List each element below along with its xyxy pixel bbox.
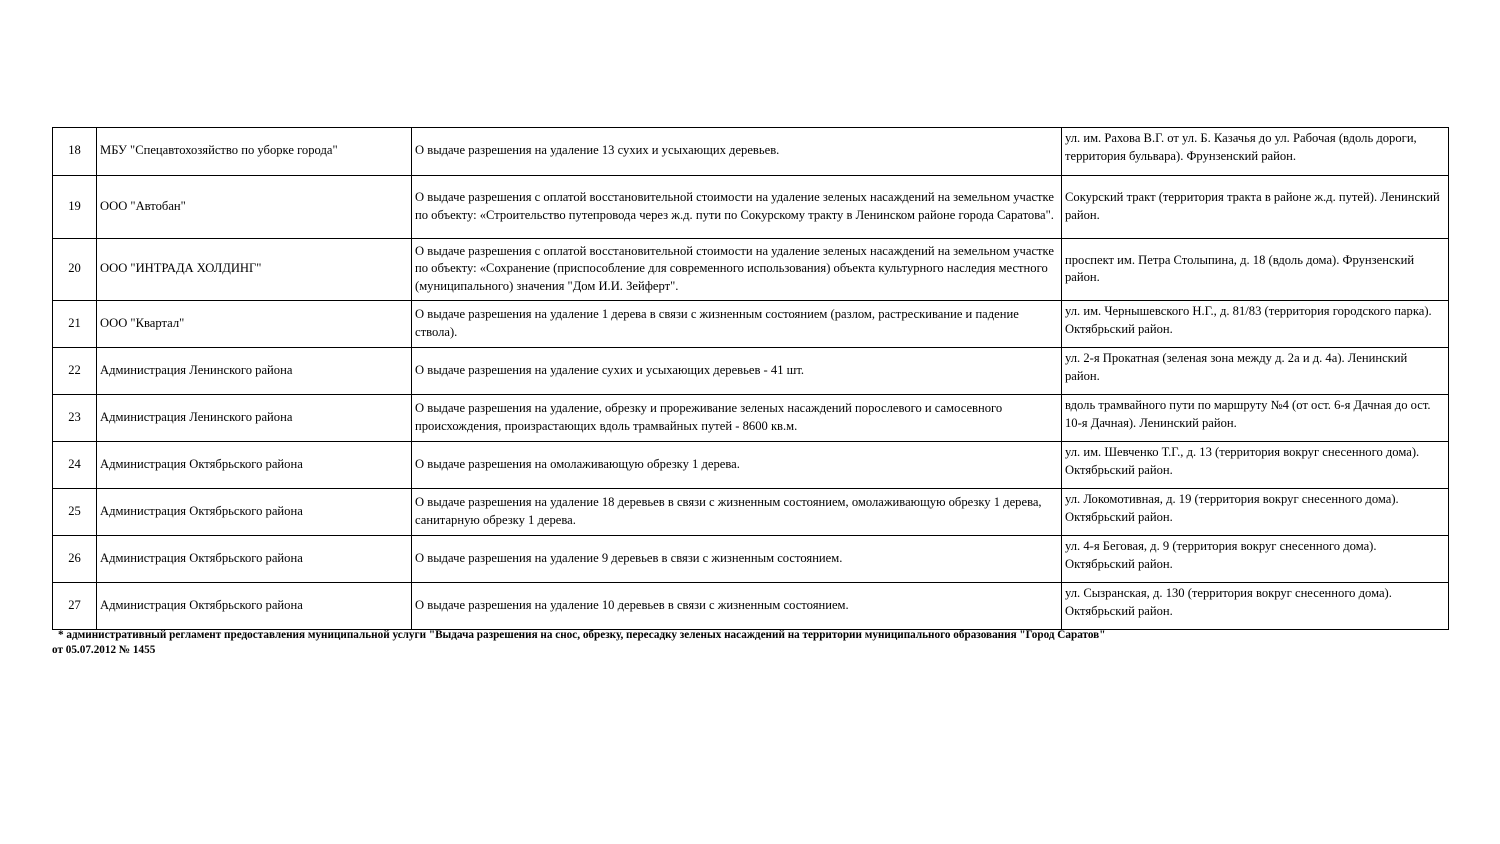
applicant-cell: ООО "Квартал" xyxy=(97,301,412,348)
row-number: 23 xyxy=(53,395,97,442)
row-number: 27 xyxy=(53,583,97,630)
decision-cell: О выдаче разрешения на удаление 1 дерева в связи с жизненным состоянием (разлом, растрескивание и падение ствола). xyxy=(412,301,1062,348)
address-cell: ул. Сызранская, д. 130 (территория вокруг снесенного дома). Октябрьский район. xyxy=(1062,583,1449,630)
applicant-cell: МБУ "Спецавтохозяйство по уборке города" xyxy=(97,128,412,176)
decision-cell: О выдаче разрешения на омолаживающую обрезку 1 дерева. xyxy=(412,442,1062,489)
table-row xyxy=(53,176,1449,239)
table-row xyxy=(53,301,1449,348)
applicant-cell: Администрация Ленинского района xyxy=(97,348,412,395)
row-number: 26 xyxy=(53,536,97,583)
table-row xyxy=(53,128,1449,176)
permits-table xyxy=(52,127,1449,630)
address-cell: ул. Локомотивная, д. 19 (территория вокруг снесенного дома). Октябрьский район. xyxy=(1062,489,1449,536)
address-cell: ул. им. Чернышевского Н.Г., д. 81/83 (территория городского парка). Октябрьский район. xyxy=(1062,301,1449,348)
row-number: 22 xyxy=(53,348,97,395)
address-cell: проспект им. Петра Столыпина, д. 18 (вдоль дома). Фрунзенский район. xyxy=(1062,239,1449,301)
row-number: 25 xyxy=(53,489,97,536)
address-cell: Сокурский тракт (территория тракта в районе ж.д. путей). Ленинский район. xyxy=(1062,176,1449,239)
applicant-cell: Администрация Октябрьского района xyxy=(97,536,412,583)
decision-cell: О выдаче разрешения на удаление 13 сухих и усыхающих деревьев. xyxy=(412,128,1062,176)
footnote xyxy=(52,628,1352,658)
table-row xyxy=(53,489,1449,536)
table-row xyxy=(53,442,1449,489)
footnote-regulation-text: * административный регламент предоставления муниципальной услуги "Выдача разрешения на снос, обрезку, пересадку зеленых насаждений на территории муниципального образования "Город Саратов" xyxy=(58,629,1106,641)
applicant-cell: ООО "ИНТРАДА ХОЛДИНГ" xyxy=(97,239,412,301)
table-row xyxy=(53,239,1449,301)
address-cell: ул. им. Шевченко Т.Г., д. 13 (территория вокруг снесенного дома). Октябрьский район. xyxy=(1062,442,1449,489)
applicant-cell: ООО "Автобан" xyxy=(97,176,412,239)
footnote-date-number: от 05.07.2012 № 1455 xyxy=(52,644,156,656)
row-number: 21 xyxy=(53,301,97,348)
address-cell: ул. им. Рахова В.Г. от ул. Б. Казачья до ул. Рабочая (вдоль дороги, территория бульвара). Фрунзенский район. xyxy=(1062,128,1449,176)
decision-cell: О выдаче разрешения на удаление, обрезку и прореживание зеленых насаждений порослевого и самосевного происхождения, произрастающих вдоль трамвайных путей - 8600 кв.м. xyxy=(412,395,1062,442)
table-row xyxy=(53,583,1449,630)
decision-cell: О выдаче разрешения на удаление 18 деревьев в связи с жизненным состоянием, омолаживающую обрезку 1 дерева, санитарную обрезку 1 дерева. xyxy=(412,489,1062,536)
table-row xyxy=(53,536,1449,583)
decision-cell: О выдаче разрешения на удаление сухих и усыхающих деревьев - 41 шт. xyxy=(412,348,1062,395)
row-number: 18 xyxy=(53,128,97,176)
applicant-cell: Администрация Ленинского района xyxy=(97,395,412,442)
table-row xyxy=(53,395,1449,442)
decision-cell: О выдаче разрешения на удаление 9 деревьев в связи с жизненным состоянием. xyxy=(412,536,1062,583)
applicant-cell: Администрация Октябрьского района xyxy=(97,489,412,536)
address-cell: ул. 4-я Беговая, д. 9 (территория вокруг снесенного дома). Октябрьский район. xyxy=(1062,536,1449,583)
table-row xyxy=(53,348,1449,395)
document-sheet xyxy=(52,127,1448,630)
address-cell: ул. 2-я Прокатная (зеленая зона между д. 2а и д. 4а). Ленинский район. xyxy=(1062,348,1449,395)
row-number: 24 xyxy=(53,442,97,489)
applicant-cell: Администрация Октябрьского района xyxy=(97,442,412,489)
decision-cell: О выдаче разрешения с оплатой восстановительной стоимости на удаление зеленых насаждений на земельном участке по объекту: «Сохранение (приспособление для современного использования) объекта культурного наследия местного (муниципального) значения "Дом И.И. Зейферт". xyxy=(412,239,1062,301)
decision-cell: О выдаче разрешения с оплатой восстановительной стоимости на удаление зеленых насаждений на земельном участке по объекту: «Строительство путепровода через ж.д. пути по Сокурскому тракту в Ленинском районе города Саратова". xyxy=(412,176,1062,239)
address-cell: вдоль трамвайного пути по маршруту №4 (от ост. 6-я Дачная до ост. 10-я Дачная). Ленинский район. xyxy=(1062,395,1449,442)
row-number: 19 xyxy=(53,176,97,239)
row-number: 20 xyxy=(53,239,97,301)
applicant-cell: Администрация Октябрьского района xyxy=(97,583,412,630)
decision-cell: О выдаче разрешения на удаление 10 деревьев в связи с жизненным состоянием. xyxy=(412,583,1062,630)
